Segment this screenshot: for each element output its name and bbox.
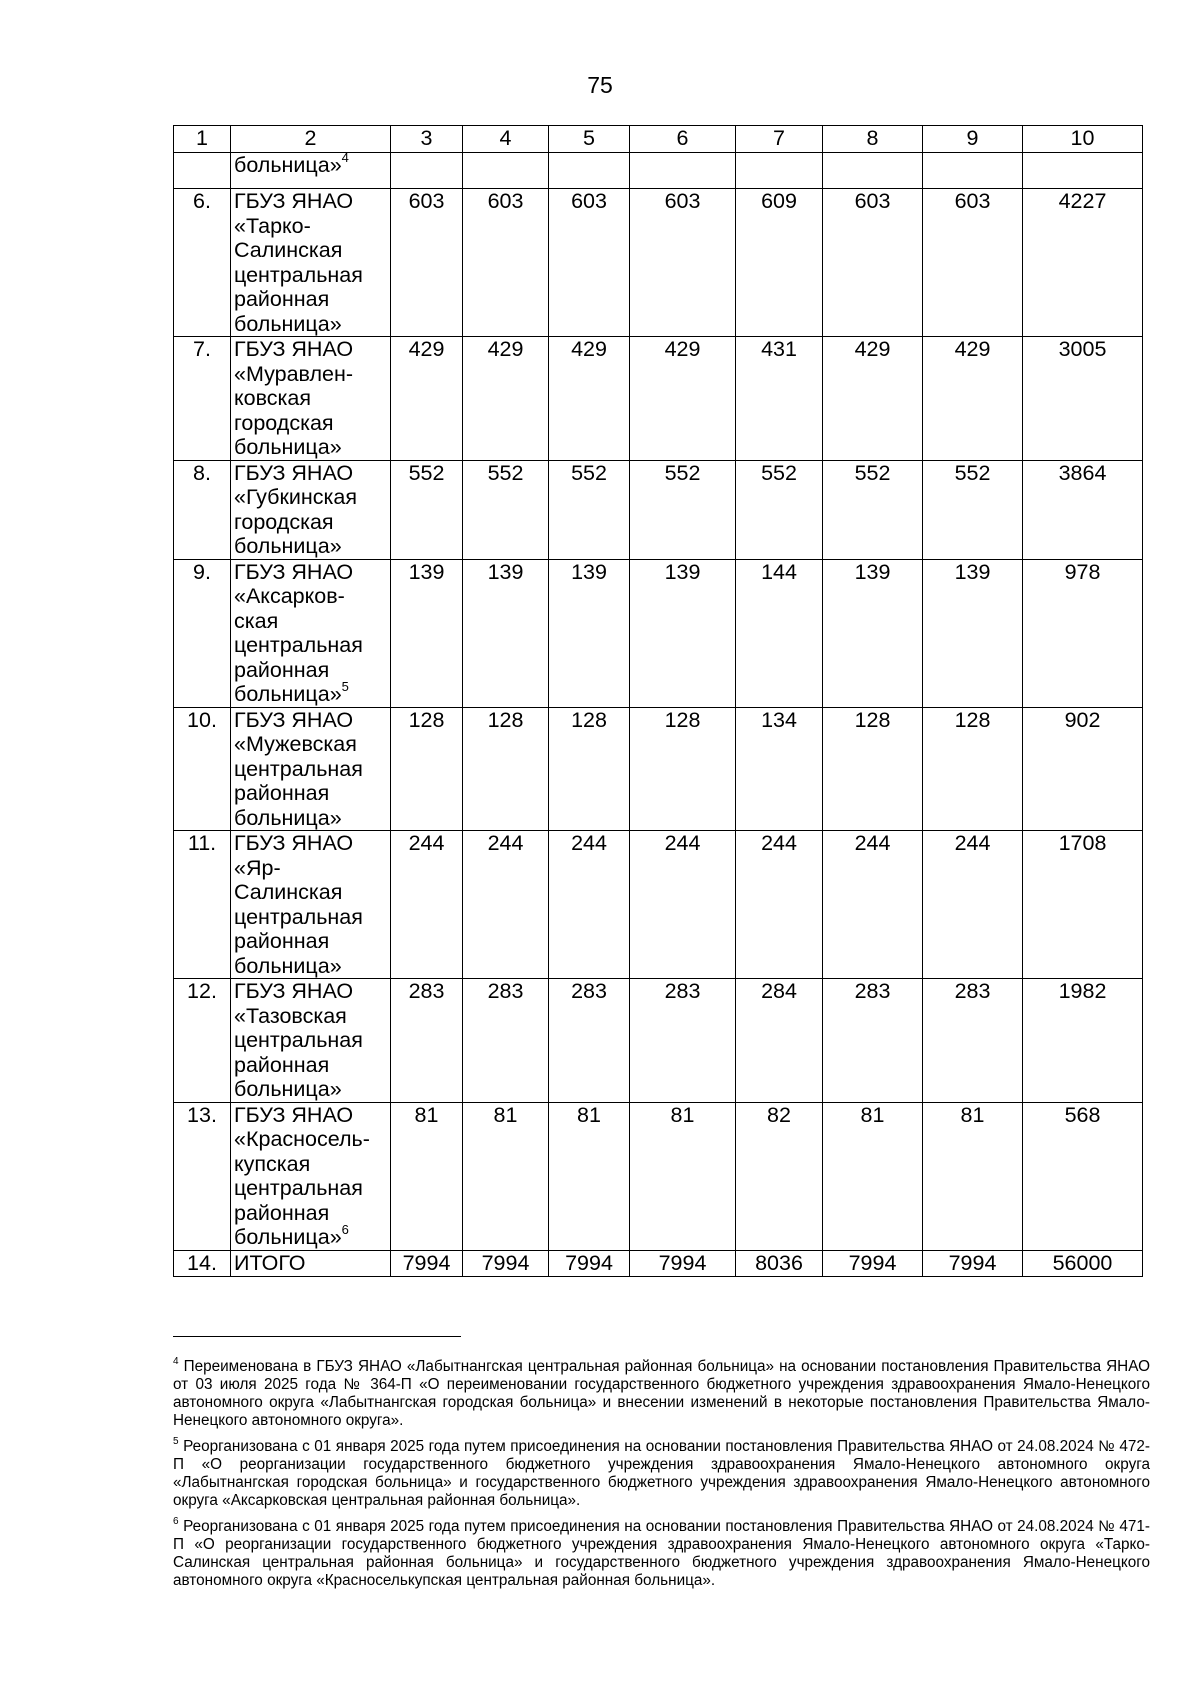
value-cell: 7994 [630,1250,736,1276]
institution-name: ГБУЗ ЯНАО «Красносель-купская центральная районная больница» [234,1102,370,1249]
value-cell: 552 [823,460,923,559]
row-number-cell: 8. [174,460,231,559]
value-cell: 552 [630,460,736,559]
institution-name: ГБУЗ ЯНАО «Тарко-Салинская центральная районная больница» [234,189,363,336]
footnote-text: Реорганизована с 01 января 2025 года путем присоединения на основании постановления Правительства ЯНАО от 24.08.2024 № 471-П «О реорганизации государственного бюджетного учреждения здравоохранения Ямало-Ненецкого автономного округа «Тарко-Салинская центральная районная больница» и государственного бюджетного учреждения здравоохранения Ямало-Ненецкого автономного округа «Красноселькупская центральная районная больница». [173,1518,1150,1589]
header-cell: 10 [1023,126,1143,153]
row-number-cell: 11. [174,831,231,979]
header-cell: 8 [823,126,923,153]
institution-name: ГБУЗ ЯНАО «Яр-Салинская центральная районная больница» [234,831,363,978]
header-cell: 4 [463,126,549,153]
header-cell: 1 [174,126,231,153]
value-cell: 902 [1023,707,1143,831]
row-number-cell [174,153,231,189]
institution-name-cell [231,153,391,189]
value-cell: 128 [391,707,463,831]
institution-name: ИТОГО [234,1250,306,1275]
value-cell: 4227 [1023,189,1143,337]
value-cell: 244 [736,831,823,979]
value-cell: 244 [463,831,549,979]
row-number-cell: 14. [174,1250,231,1276]
value-cell: 7994 [391,1250,463,1276]
value-cell: 3005 [1023,337,1143,461]
value-cell: 603 [630,189,736,337]
value-cell: 82 [736,1102,823,1250]
value-cell: 429 [463,337,549,461]
row-number-cell: 12. [174,979,231,1103]
value-cell: 603 [549,189,630,337]
value-cell: 429 [823,337,923,461]
value-cell: 429 [630,337,736,461]
value-cell: 244 [923,831,1023,979]
value-cell: 283 [823,979,923,1103]
value-cell [463,153,549,189]
header-cell: 2 [231,126,391,153]
value-cell: 603 [391,189,463,337]
value-cell: 139 [463,559,549,707]
value-cell: 1708 [1023,831,1143,979]
value-cell: 244 [823,831,923,979]
value-cell: 7994 [463,1250,549,1276]
value-cell: 283 [391,979,463,1103]
value-cell: 56000 [1023,1250,1143,1276]
institution-name: ГБУЗ ЯНАО «Мужевская центральная районная больница» [234,707,363,830]
value-cell: 8036 [736,1250,823,1276]
institution-name: ГБУЗ ЯНАО «Губкинская городская больница» [234,460,357,558]
table-row [174,460,1143,559]
value-cell: 139 [823,559,923,707]
footnote-mark: 4 [173,1355,179,1367]
header-cell: 7 [736,126,823,153]
institution-name-cell [231,707,391,831]
header-cell: 6 [630,126,736,153]
value-cell: 431 [736,337,823,461]
value-cell: 978 [1023,559,1143,707]
header-row [174,126,1143,153]
value-cell: 139 [549,559,630,707]
value-cell: 81 [923,1102,1023,1250]
value-cell: 283 [549,979,630,1103]
value-cell: 283 [630,979,736,1103]
value-cell: 81 [630,1102,736,1250]
footnote-reference[interactable]: 5 [341,678,349,694]
institution-name-cell [231,1250,391,1276]
value-cell: 1982 [1023,979,1143,1103]
value-cell: 552 [549,460,630,559]
institution-name: ГБУЗ ЯНАО «Муравлен-ковская городская больница» [234,337,354,459]
institution-name: ГБУЗ ЯНАО «Тазовская центральная районная больница» [234,979,363,1101]
value-cell: 429 [391,337,463,461]
footnotes [173,1355,1150,1598]
table-row [174,1250,1143,1276]
page-number: 75 [587,72,613,98]
footnote [173,1355,1150,1430]
value-cell [549,153,630,189]
institution-name-cell [231,979,391,1103]
table-row [174,189,1143,337]
table-row [174,1102,1143,1250]
institution-name: больница» [234,153,342,177]
table-body [174,126,1143,1277]
header-cell: 9 [923,126,1023,153]
footnote-mark: 6 [173,1515,179,1527]
table-row [174,559,1143,707]
table-row [174,831,1143,979]
row-number-cell: 10. [174,707,231,831]
value-cell: 81 [391,1102,463,1250]
value-cell: 552 [463,460,549,559]
value-cell: 244 [391,831,463,979]
data-table [173,125,1143,1277]
value-cell: 429 [549,337,630,461]
value-cell: 552 [923,460,1023,559]
table-row [174,707,1143,831]
institution-name-cell [231,460,391,559]
header-cell: 3 [391,126,463,153]
value-cell [823,153,923,189]
footnote-text: Реорганизована с 01 января 2025 года путем присоединения на основании постановления Правительства ЯНАО от 24.08.2024 № 472-П «О реорганизации государственного бюджетного учреждения здравоохранения Ямало-Ненецкого автономного округа «Лабытнангская городская больница» и государственного бюджетного учреждения здравоохранения Ямало-Ненецкого автономного округа «Аксарковская центральная районная больница». [173,1438,1150,1509]
footnote-reference[interactable]: 6 [341,1221,349,1237]
footnote [173,1515,1150,1590]
value-cell [1023,153,1143,189]
table-row [174,979,1143,1103]
institution-name: ГБУЗ ЯНАО «Аксарков-ская центральная районная больница» [234,559,363,706]
value-cell: 3864 [1023,460,1143,559]
value-cell: 552 [736,460,823,559]
value-cell: 139 [923,559,1023,707]
value-cell: 284 [736,979,823,1103]
institution-name-cell [231,337,391,461]
value-cell: 139 [391,559,463,707]
value-cell: 134 [736,707,823,831]
value-cell: 81 [823,1102,923,1250]
value-cell: 128 [923,707,1023,831]
value-cell: 244 [630,831,736,979]
institution-name-cell [231,559,391,707]
row-number-cell: 6. [174,189,231,337]
value-cell: 139 [630,559,736,707]
table-row [174,153,1143,189]
value-cell [630,153,736,189]
value-cell: 128 [630,707,736,831]
value-cell: 7994 [823,1250,923,1276]
footnote-text: Переименована в ГБУЗ ЯНАО «Лабытнангская центральная районная больница» на основании постановления Правительства ЯНАО от 03 июля 2025 года № 364-П «О переименовании государственного бюджетного учреждения здравоохранения Ямало-Ненецкого автономного округа «Лабытнангская городская больница» и внесении изменений в некоторые постановления Правительства Ямало-Ненецкого автономного округа». [173,1358,1150,1429]
value-cell: 128 [463,707,549,831]
value-cell: 603 [463,189,549,337]
institution-name-cell [231,189,391,337]
footnote-separator [173,1336,461,1337]
value-cell [923,153,1023,189]
value-cell: 81 [549,1102,630,1250]
row-number-cell: 7. [174,337,231,461]
value-cell [736,153,823,189]
footnote-reference[interactable]: 4 [341,152,349,165]
value-cell: 128 [549,707,630,831]
header-cell: 5 [549,126,630,153]
value-cell: 568 [1023,1102,1143,1250]
institution-name-cell [231,1102,391,1250]
value-cell: 283 [923,979,1023,1103]
value-cell: 429 [923,337,1023,461]
value-cell [391,153,463,189]
footnote [173,1435,1150,1510]
table-row [174,337,1143,461]
value-cell: 244 [549,831,630,979]
row-number-cell: 13. [174,1102,231,1250]
value-cell: 7994 [549,1250,630,1276]
institution-name-cell [231,831,391,979]
value-cell: 609 [736,189,823,337]
value-cell: 7994 [923,1250,1023,1276]
value-cell: 128 [823,707,923,831]
value-cell: 603 [823,189,923,337]
value-cell: 81 [463,1102,549,1250]
value-cell: 283 [463,979,549,1103]
value-cell: 144 [736,559,823,707]
value-cell: 603 [923,189,1023,337]
value-cell: 552 [391,460,463,559]
footnote-mark: 5 [173,1435,179,1447]
row-number-cell: 9. [174,559,231,707]
